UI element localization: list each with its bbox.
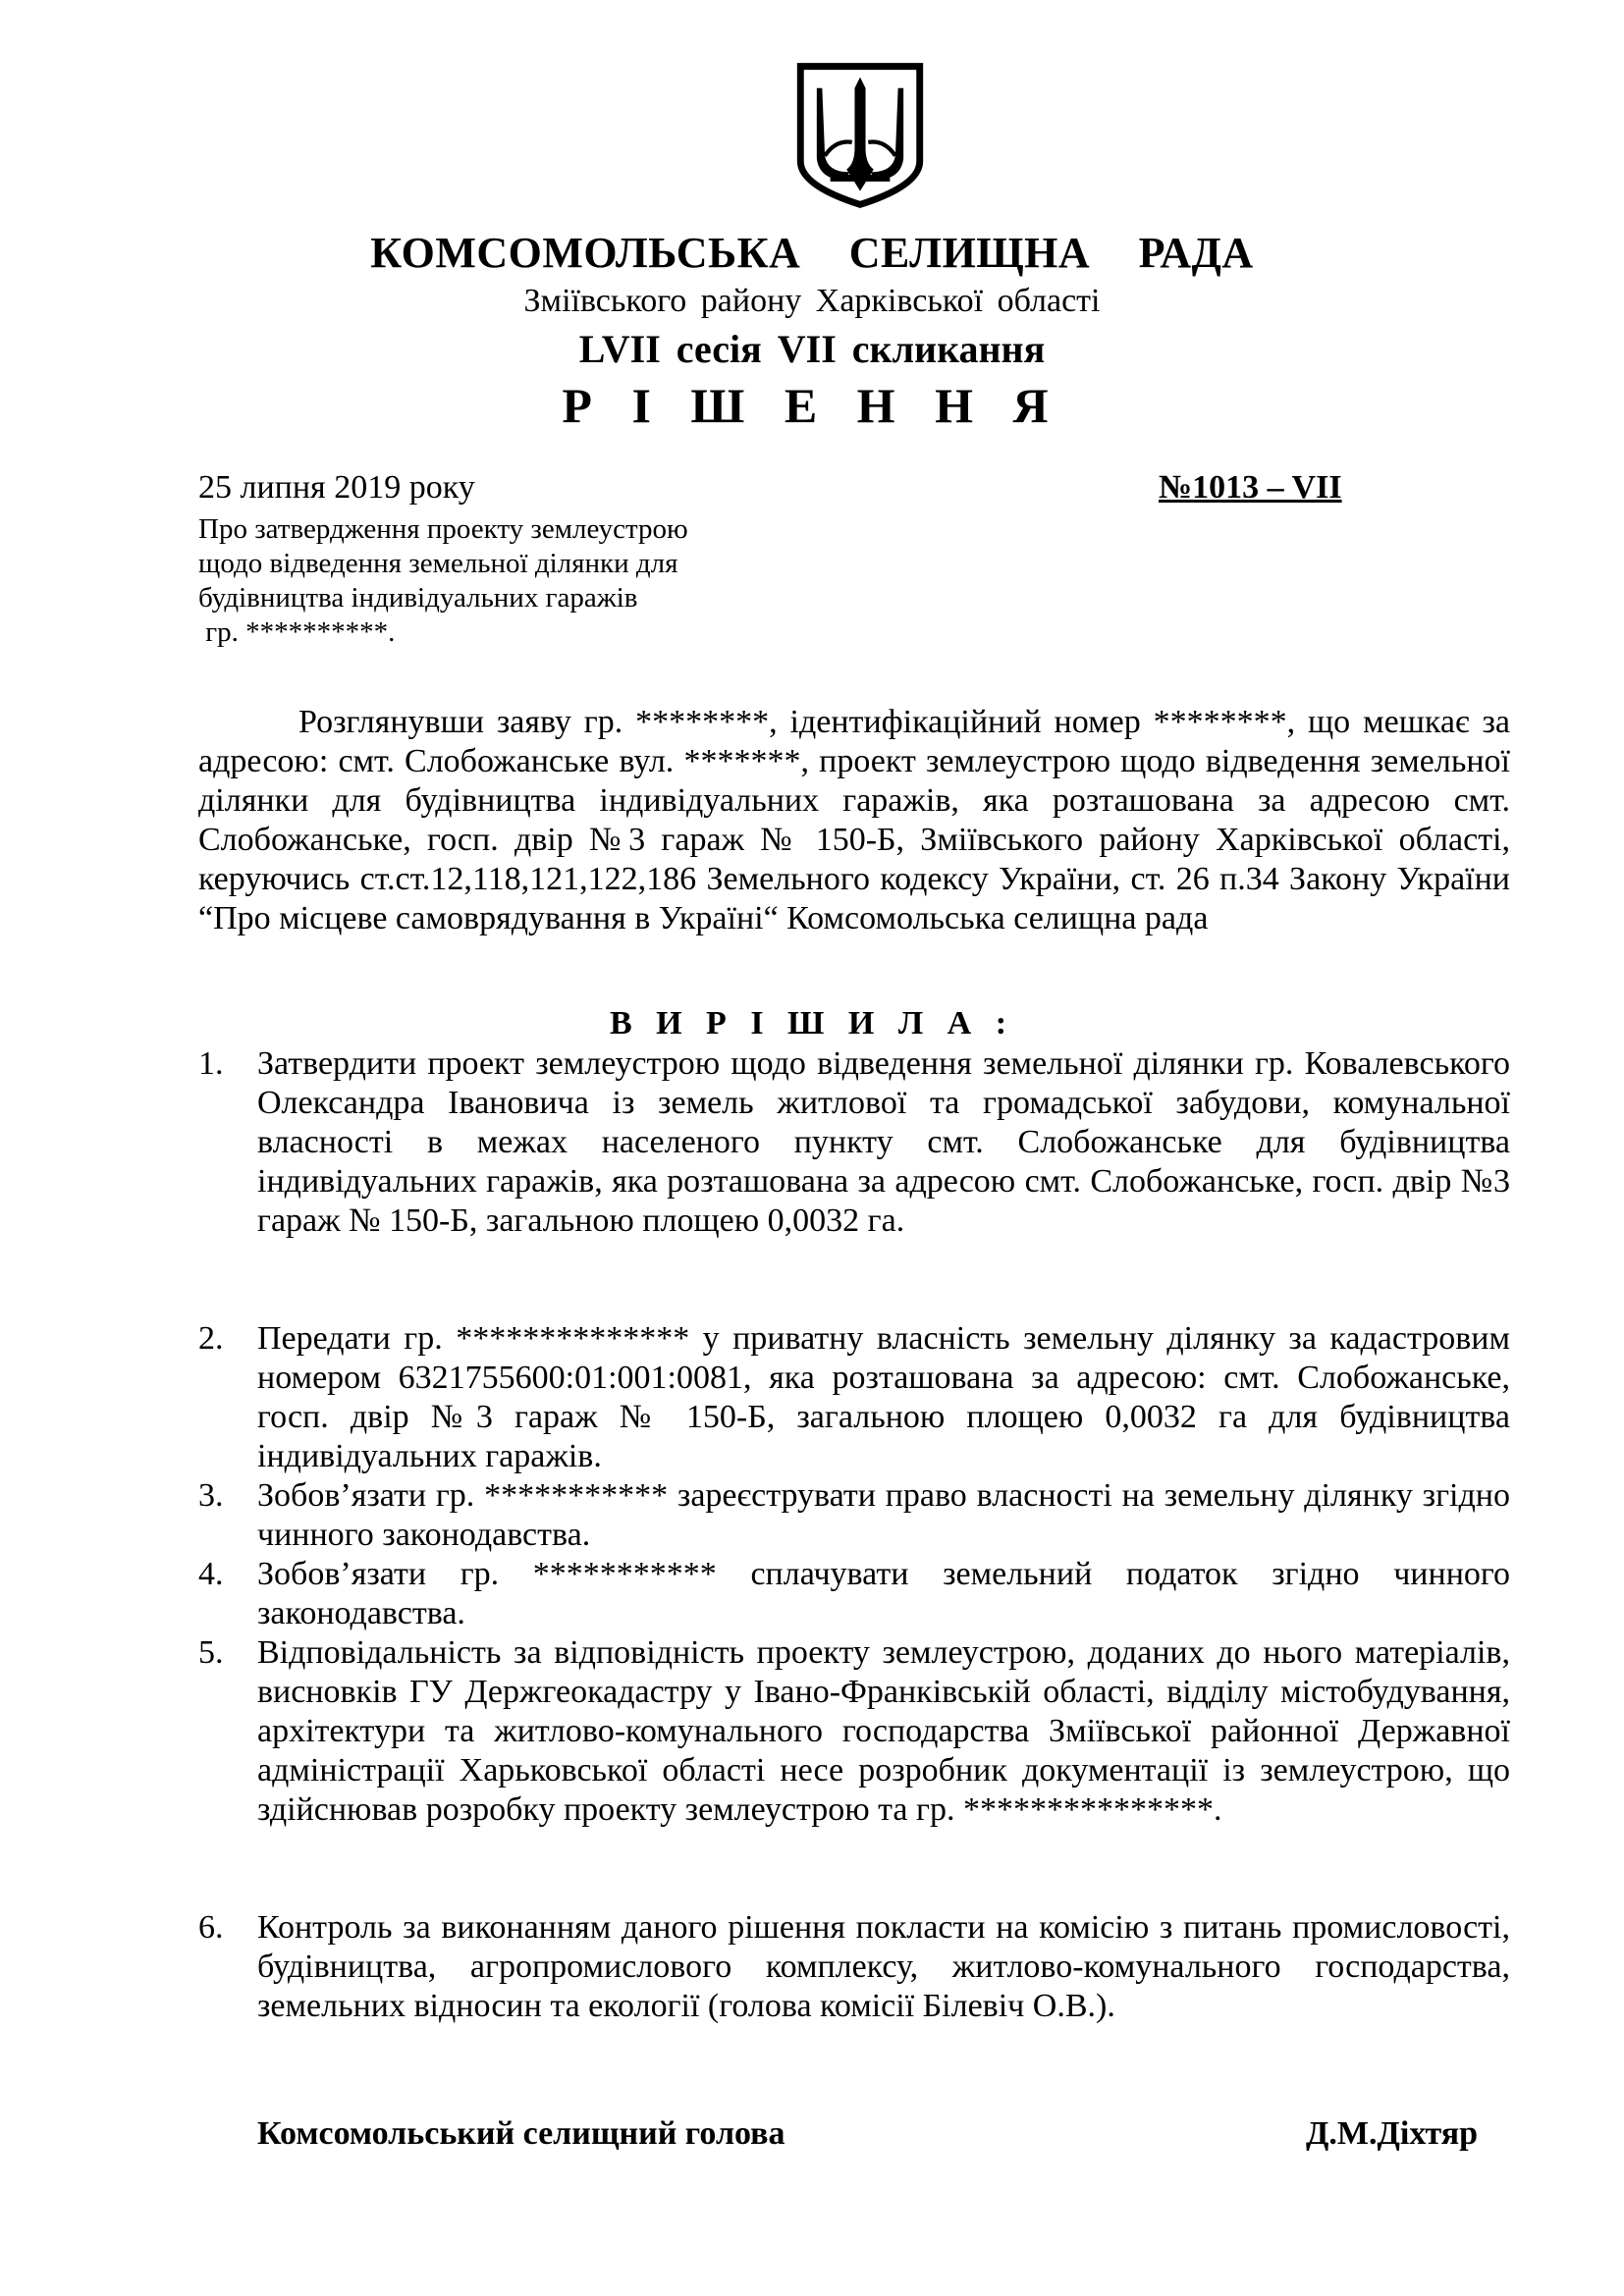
list-item [198,1476,1510,1555]
resolved-heading: В И Р І Ш И Л А : [609,1005,1015,1041]
list-item [198,1908,1510,2026]
item-text: Зобов’язати гр. *********** сплачувати земельний податок згідно чинного законодавства. [257,1556,1510,1631]
session-convocation: LVII сесія VII скликання [578,327,1046,371]
trident-emblem-icon [792,61,928,210]
subject-line: Про затвердження проекту землеустрою [198,513,688,545]
signatory-name: Д.М.Діхтяр [1306,2115,1479,2152]
district-region: Зміївського району Харківської області [523,283,1101,319]
item-text: Затвердити проект землеустрою щодо відведення земельної ділянки гр. Ковалевського Олександра Івановича із земель житлової та громадської забудови, комунальної власності в межах населеного пункту смт. Слобожанське для будівництва індивідуальних гаражів, яка розташована за адресою смт. Слобожанське, госп. двір №3 гараж № 150-Б, загальною площею 0,0032 га. [257,1045,1510,1239]
decision-date: 25 липня 2019 року [198,469,475,506]
item-number: 2. [198,1320,224,1357]
subject-line: щодо відведення земельної ділянки для [198,548,678,579]
council-name: КОМСОМОЛЬСЬКА СЕЛИЩНА РАДА [370,229,1254,277]
item-number: 3. [198,1477,224,1514]
item-number: 5. [198,1634,224,1671]
list-item [198,1633,1510,1830]
document-title: Р І Ш Е Н Н Я [562,378,1062,433]
list-item [198,1044,1510,1241]
list-item [198,1319,1510,1476]
list-item [198,1555,1510,1633]
subject-line: будівництва індивідуальних гаражів [198,582,638,614]
subject-line: гр. **********. [198,616,396,648]
item-number: 6. [198,1909,224,1946]
item-text: Зобов’язати гр. *********** зареєструвати право власності на земельну ділянку згідно чинного законодавства. [257,1477,1510,1553]
item-number: 4. [198,1556,224,1592]
item-text: Передати гр. ************** у приватну власність земельну ділянку за кадастровим номером 6321755600:01:001:0081, яка розташована за адресою: смт. Слобожанське, госп. двір №3 гараж № 150-Б, загальною площею 0,0032 га для будівництва індивідуальних гаражів. [257,1320,1510,1474]
preamble-paragraph: Розглянувши заяву гр. ********, ідентифікаційний номер ********, що мешкає за адресою: смт. Слобожанське вул. *******, проект землеустрою щодо відведення земельної ділянки для будівництва індивідуальних гаражів, яка розташована за адресою смт. Слобожанське, госп. двір №3 гараж № 150-Б, Зміївського району Харківської області, керуючись ст.ст.12,118,121,122,186 Земельного кодексу України, ст. 26 п.34 Закону України “Про місцеве самоврядування в Україні“ Комсомольська селищна рада [198,704,1510,936]
item-number: 1. [198,1045,224,1082]
decision-subject [198,512,827,650]
signatory-position: Комсомольський селищний голова [257,2115,785,2152]
item-text: Відповідальність за відповідність проекту землеустрою, доданих до нього матеріалів, висновків ГУ Держгеокадастру у Івано-Франківській області, відділу містобудування, архітектури та житлово-комунального господарства Зміївської районної Державної адміністрації Харьковської області несе розробник документації із землеустрою, що здійснював розробку проекту землеустрою та гр. ***************. [257,1634,1510,1828]
item-text: Контроль за виконанням даного рішення покласти на комісію з питань промисловості, будівництва, агропромислового комплексу, житлово-комунального господарства, земельних відносин та екології (голова комісії Білевіч О.В.). [257,1909,1510,2024]
decision-number: №1013 – VII [1159,469,1342,506]
